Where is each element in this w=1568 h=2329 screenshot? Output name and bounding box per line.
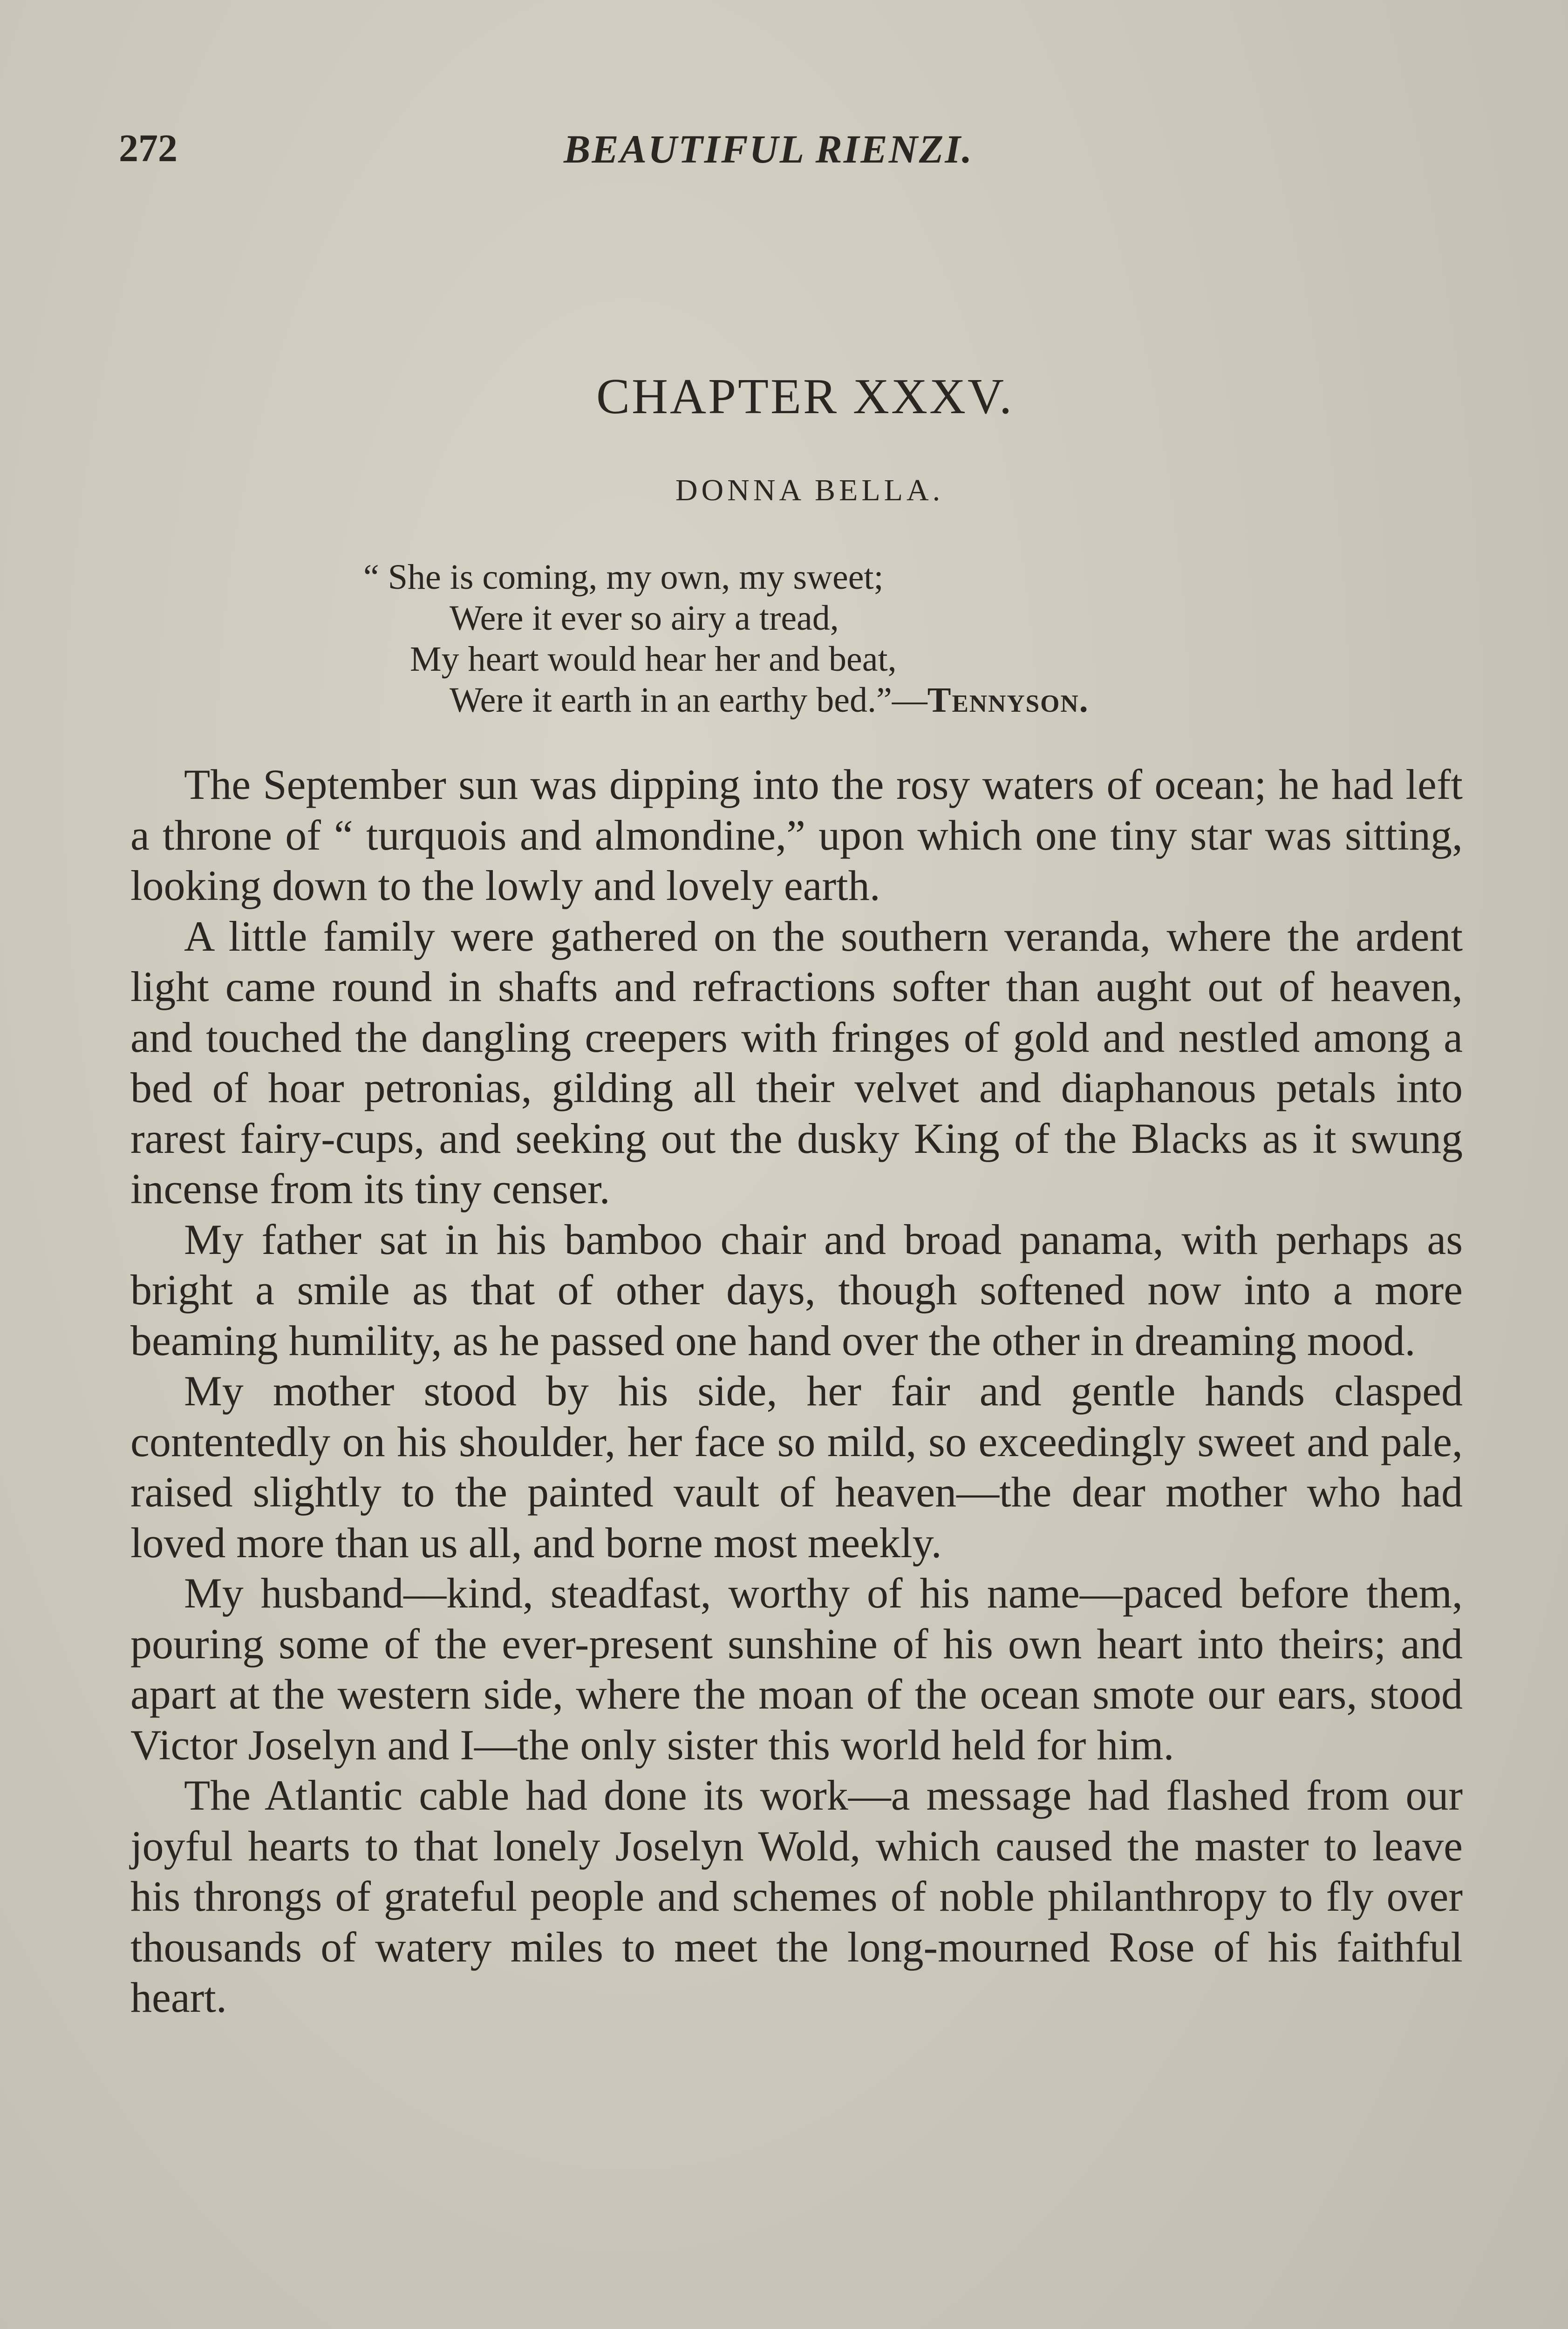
- running-title: BEAUTIFUL RIENZI.: [564, 127, 974, 171]
- epigraph-line: Were it ever so airy a tread,: [450, 599, 839, 638]
- running-head: [119, 126, 1470, 182]
- epigraph-line-last: [450, 680, 1388, 721]
- paragraph: My husband—kind, steadfast, worthy of his name—paced before them, pouring some of the ever-present sunshine of his own heart into theirs; and apart at the western side, where the moan of the ocean smote our ears, stood Victor Joselyn and I—the only sister this world held for him.: [130, 1569, 1463, 1769]
- paragraph: My mother stood by his side, her fair and gentle hands clasped contentedly on his shoulder, her face so mild, so exceedingly sweet and pale, raised slightly to the painted vault of heaven—the dear mother who had loved more than us all, and borne most meekly.: [130, 1367, 1463, 1566]
- body-text: [130, 759, 1463, 2023]
- paragraph: A little family were gathered on the southern veranda, where the ardent light came round in shafts and refractions softer than aught out of heaven, and touched the dangling creepers with fringes of gold and nestled among a bed of hoar petronias, gilding all their velvet and diaphanous petals into rarest fairy-cups, and seeking out the dusky King of the Blacks as it swung incense from its tiny censer.: [130, 912, 1463, 1212]
- epigraph-line-text: Were it earth in an earthy bed.”—: [450, 681, 927, 720]
- chapter-title: CHAPTER XXXV.: [596, 369, 1014, 424]
- paragraph: The Atlantic cable had done its work—a message had flashed from our joyful hearts to that lonely Joselyn Wold, which caused the master to leave his throngs of grateful people and schemes of noble philanthropy to fly over thousands of watery miles to meet the long-mourned Rose of his faithful heart.: [130, 1771, 1463, 2021]
- epigraph-line: My heart would hear her and beat,: [410, 640, 897, 679]
- epigraph-line: “ She is coming, my own, my sweet;: [363, 558, 884, 597]
- chapter-subtitle: DONNA BELLA.: [675, 473, 944, 507]
- epigraph-attribution: Tennyson.: [927, 681, 1089, 720]
- paragraph: The September sun was dipping into the rosy waters of ocean; he had left a throne of “ turquois and almondine,” upon which one tiny star was sitting, looking down to the lowly and lovely earth.: [130, 761, 1463, 909]
- epigraph: [363, 557, 1388, 721]
- paragraph: My father sat in his bamboo chair and broad panama, with perhaps as bright a smile as that of other days, though softened now into a more beaming humility, as he passed one hand over the other in dreaming mood.: [130, 1215, 1463, 1364]
- page-number: 272: [119, 127, 177, 170]
